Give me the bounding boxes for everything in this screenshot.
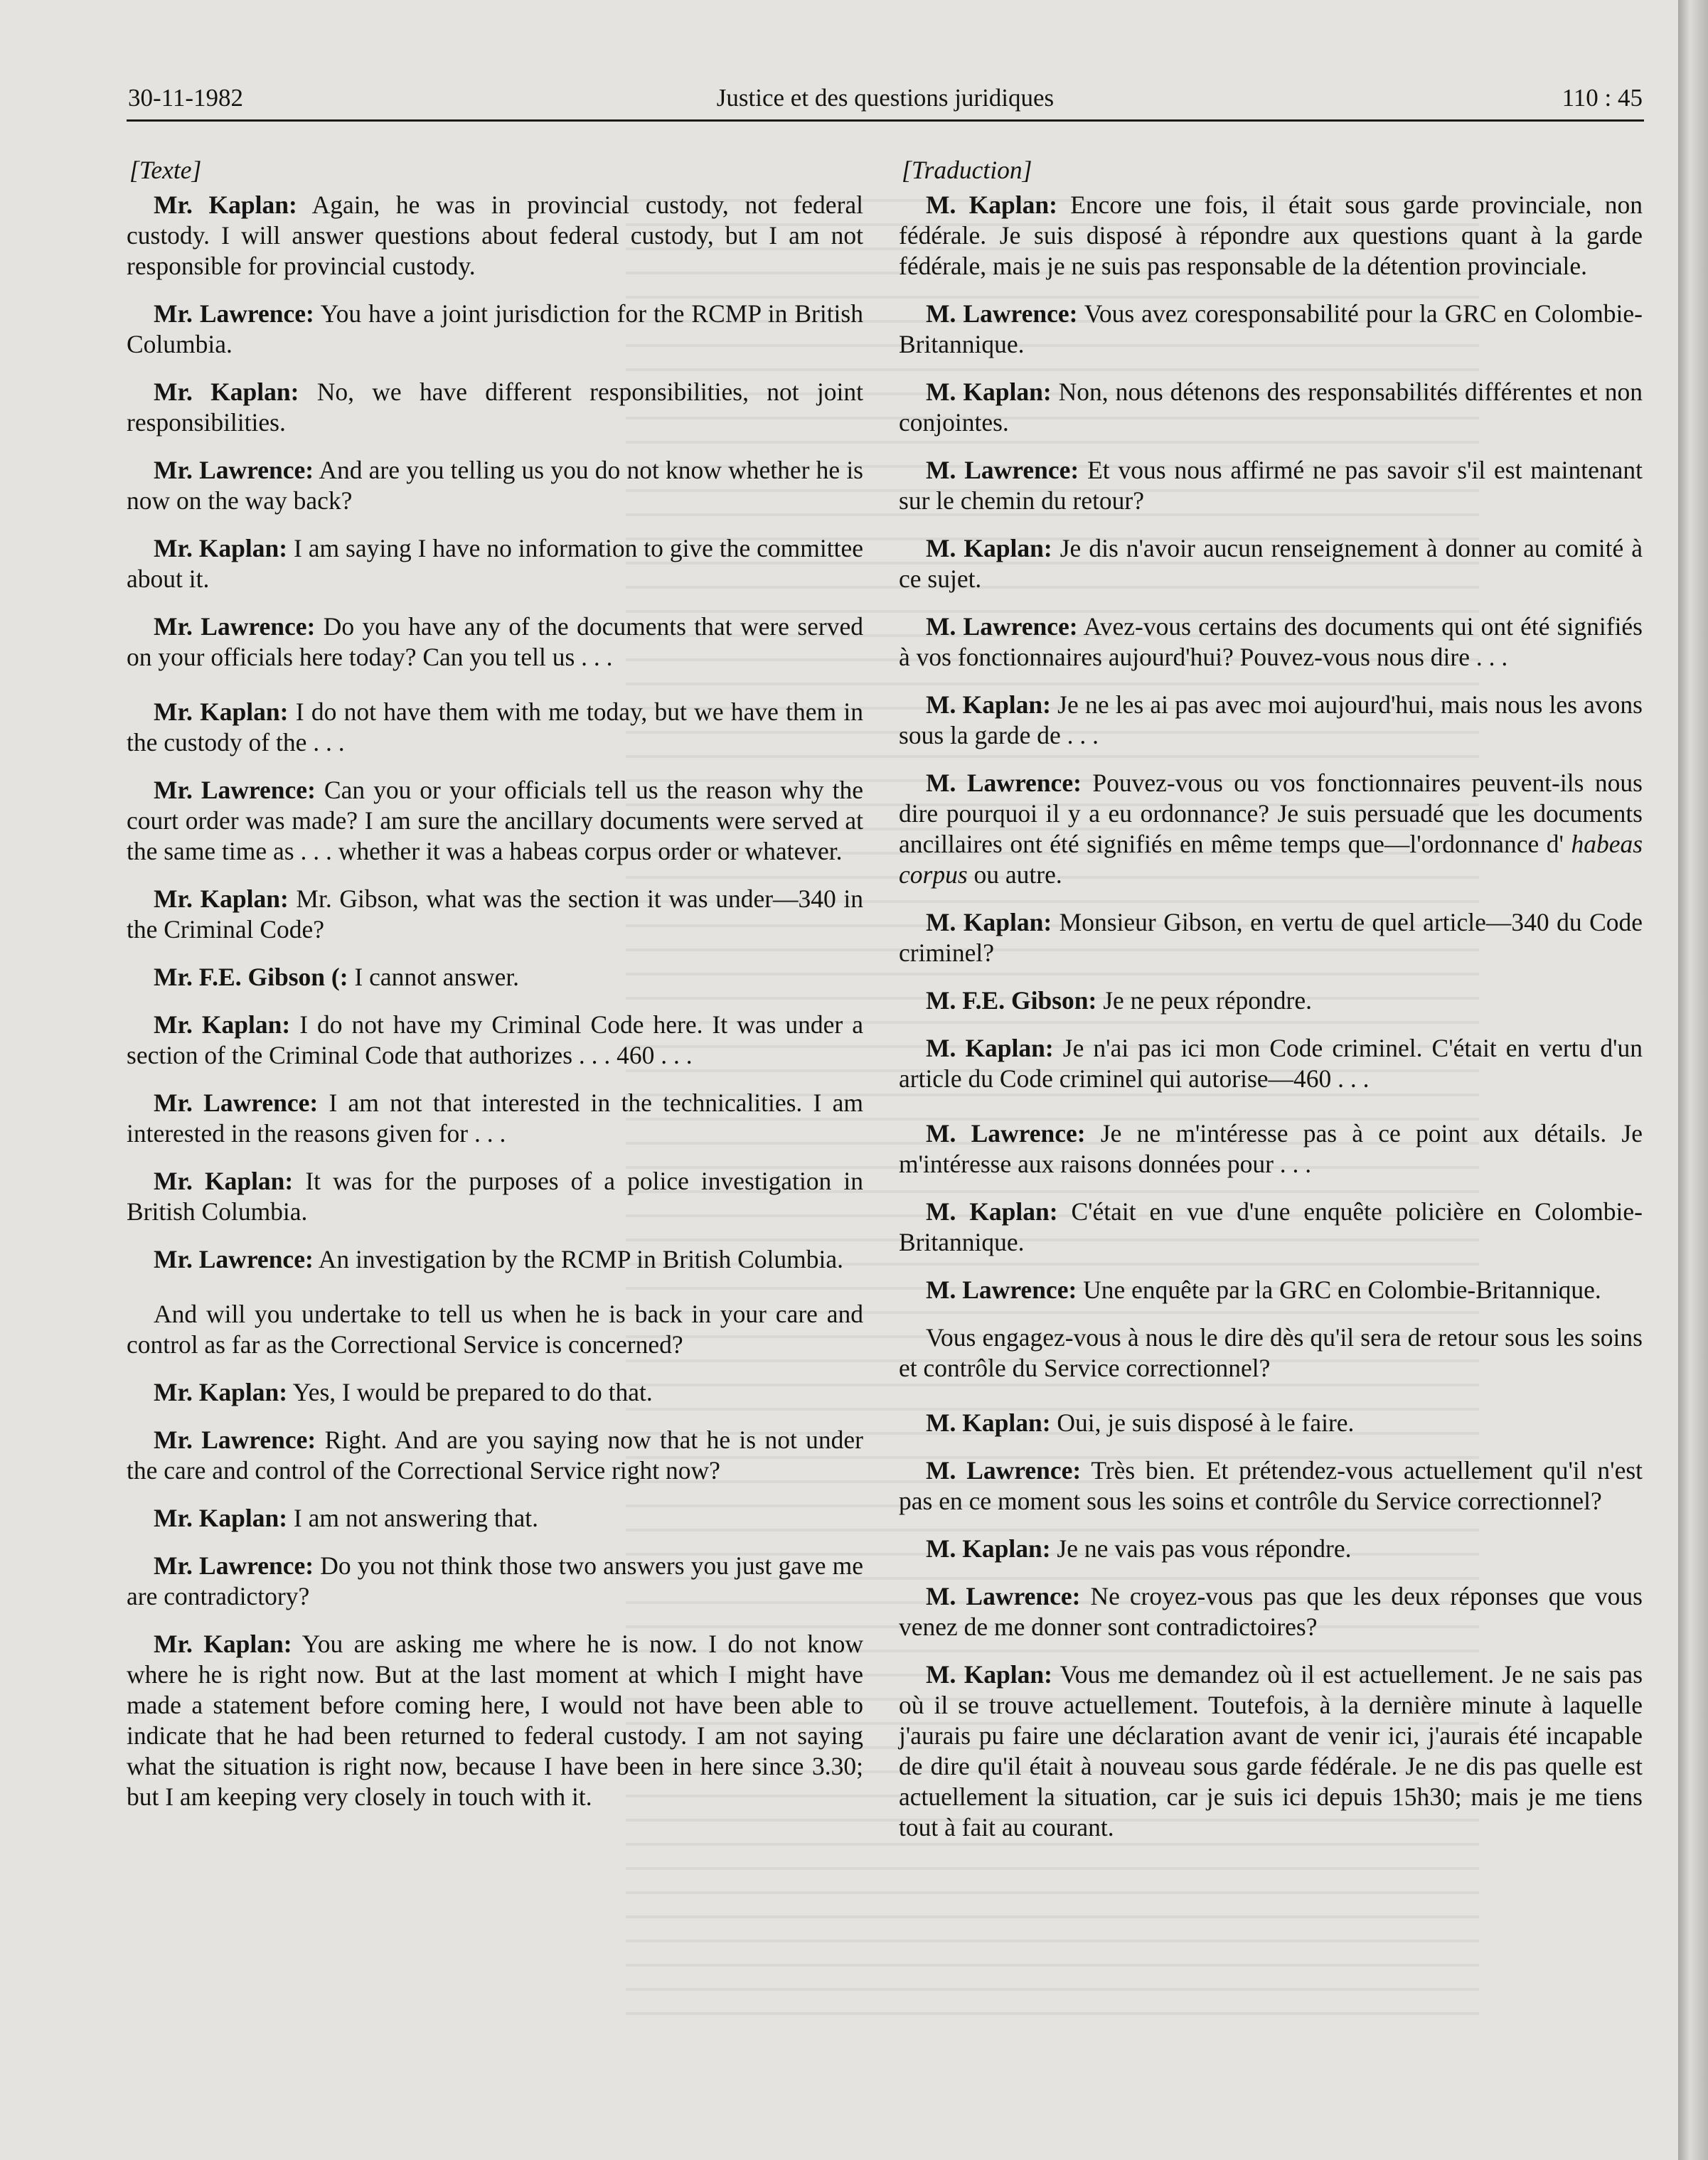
speaker-name: Mr. Lawrence: bbox=[154, 456, 314, 484]
speech-text: Again, he was in provincial custody, not federal custody. I will answer questions about federal custody, but I am not responsible for provincial custody. bbox=[127, 191, 864, 280]
transcript-paragraph bbox=[127, 1425, 863, 1486]
transcript-paragraph bbox=[899, 907, 1643, 968]
speaker-name: M. Lawrence: bbox=[926, 1276, 1077, 1304]
transcript-paragraph bbox=[127, 299, 863, 360]
transcript-paragraph bbox=[899, 1581, 1643, 1642]
transcript-paragraph bbox=[127, 1166, 863, 1227]
speech-text: Une enquête par la GRC en Colombie-Britannique. bbox=[1083, 1276, 1601, 1304]
speech-text: An investigation by the RCMP in British Columbia. bbox=[318, 1245, 843, 1273]
speech-text: I am not answering that. bbox=[293, 1504, 538, 1532]
speaker-name: M. Lawrence: bbox=[926, 1582, 1081, 1610]
speaker-name: M. Kaplan: bbox=[926, 1660, 1052, 1689]
speaker-name: M. Kaplan: bbox=[926, 1408, 1051, 1437]
speech-text: I am not that interested in the technicalities. I am interested in the reasons given for . . . bbox=[127, 1089, 864, 1148]
transcript-paragraph bbox=[899, 690, 1643, 751]
header-page-number: 110 : 45 bbox=[1562, 84, 1643, 112]
speaker-name: Mr. Lawrence: bbox=[154, 1089, 319, 1117]
speech-text-tail: ou autre. bbox=[967, 860, 1062, 889]
transcript-paragraph bbox=[127, 1377, 863, 1408]
speech-text: I do not have my Criminal Code here. It was under a section of the Criminal Code that authorizes . . . 460 . . . bbox=[127, 1010, 863, 1069]
speaker-name: M. Lawrence: bbox=[926, 456, 1079, 484]
speech-text: Très bien. Et prétendez-vous actuellement qu'il n'est pas en ce moment sous les soins et contrôle du Service correctionnel? bbox=[899, 1456, 1643, 1515]
transcript-paragraph bbox=[127, 1010, 863, 1071]
entry-list bbox=[899, 190, 1643, 1843]
transcript-paragraph bbox=[127, 377, 863, 438]
speech-text: Vous me demandez où il est actuellement. Je ne sais pas où il se trouve actuellement. Toutefois, à la dernière minute à laquelle j'aurais pu faire une déclaration avant de venir ici, j'aurais été incapable de dire qu'il était à nouveau sous garde fédérale. Je ne dis pas quelle est actuellement la situation, car je suis ici depuis 15h30; mais je me tiens tout à fait au courant. bbox=[899, 1660, 1643, 1841]
speech-text: Non, nous détenons des responsabilités différentes et non conjointes. bbox=[899, 378, 1643, 437]
speaker-name: M. Kaplan: bbox=[926, 534, 1052, 562]
speaker-name: M. Kaplan: bbox=[926, 908, 1052, 936]
transcript-paragraph bbox=[899, 1408, 1643, 1438]
english-column bbox=[127, 155, 863, 1829]
speaker-name: M. Kaplan: bbox=[926, 1197, 1058, 1226]
speech-text: I am saying I have no information to give the committee about it. bbox=[127, 534, 863, 593]
transcript-paragraph bbox=[127, 1299, 863, 1360]
column-label: [Texte] bbox=[129, 156, 202, 184]
transcript-paragraph bbox=[899, 299, 1643, 360]
speech-text: Vous engagez-vous à nous le dire dès qu'il sera de retour sous les soins et contrôle du Service correctionnel? bbox=[899, 1323, 1643, 1382]
column-label: [Traduction] bbox=[902, 156, 1032, 184]
transcript-paragraph bbox=[127, 1244, 863, 1275]
speech-text: Je ne vais pas vous répondre. bbox=[1057, 1534, 1352, 1563]
transcript-paragraph bbox=[127, 1629, 863, 1812]
speaker-name: Mr. Lawrence: bbox=[154, 1551, 314, 1580]
speech-text: You are asking me where he is now. I do not know where he is right now. But at the last moment at which I might have made a statement before coming here, I would not have been able to indicate that he had been returned to federal custody. I am not saying what the situation is right now, because I have been in here since 3.30; but I am keeping very closely in touch with it. bbox=[127, 1630, 863, 1811]
speaker-name: Mr. Kaplan: bbox=[154, 1167, 294, 1195]
speaker-name: M. Lawrence: bbox=[926, 612, 1078, 641]
speaker-name: M. Kaplan: bbox=[926, 690, 1051, 719]
speaker-name: Mr. Kaplan: bbox=[154, 1630, 292, 1658]
transcript-paragraph bbox=[127, 775, 863, 867]
transcript-paragraph bbox=[127, 962, 863, 993]
speaker-name: Mr. Lawrence: bbox=[154, 776, 316, 804]
binding-gutter bbox=[1678, 0, 1708, 2160]
speech-text: And are you telling us you do not know whether he is now on the way back? bbox=[127, 456, 864, 515]
transcript-paragraph bbox=[899, 455, 1643, 516]
speech-text: Yes, I would be prepared to do that. bbox=[292, 1378, 653, 1406]
speech-text: Can you or your officials tell us the reason why the court order was made? I am sure the ancillary documents were served at the same time as . . . whether it was a habeas corpus order or whatever. bbox=[127, 776, 863, 865]
speech-text: Je ne peux répondre. bbox=[1103, 986, 1312, 1015]
speech-text: Ne croyez-vous pas que les deux réponses que vous venez de me donner sont contradictoires? bbox=[899, 1582, 1643, 1641]
speech-text: Je n'ai pas ici mon Code criminel. C'était en vertu d'un article du Code criminel qui autorise—460 . . . bbox=[899, 1034, 1643, 1093]
speaker-name: Mr. Lawrence: bbox=[154, 612, 316, 641]
transcript-paragraph bbox=[899, 1455, 1643, 1517]
speaker-name: M. Lawrence: bbox=[926, 1119, 1086, 1148]
speech-text: C'était en vue d'une enquête policière en Colombie-Britannique. bbox=[899, 1197, 1643, 1256]
transcript-paragraph bbox=[899, 377, 1643, 438]
speech-text: I do not have them with me today, but we have them in the custody of the . . . bbox=[127, 697, 864, 756]
transcript-paragraph bbox=[899, 533, 1643, 594]
speaker-name: M. Kaplan: bbox=[926, 1534, 1051, 1563]
speaker-name: Mr. Lawrence: bbox=[154, 1426, 316, 1454]
speaker-name: Mr. Lawrence: bbox=[154, 299, 314, 328]
speech-text: Do you not think those two answers you just gave me are contradictory? bbox=[127, 1551, 864, 1610]
transcript-paragraph bbox=[127, 611, 863, 673]
speech-text: Mr. Gibson, what was the section it was under—340 in the Criminal Code? bbox=[127, 884, 864, 943]
transcript-paragraph bbox=[899, 1534, 1643, 1564]
speaker-name: M. Lawrence: bbox=[926, 1456, 1082, 1485]
french-column bbox=[899, 155, 1643, 1860]
header-rule bbox=[127, 119, 1644, 122]
speaker-name: Mr. Kaplan: bbox=[154, 697, 289, 726]
speech-text: Je ne m'intéresse pas à ce point aux détails. Je m'intéresse aux raisons données pour . . . bbox=[899, 1119, 1643, 1178]
speaker-name: M. Kaplan: bbox=[926, 378, 1052, 406]
transcript-paragraph bbox=[899, 1197, 1643, 1258]
speaker-name: M. Lawrence: bbox=[926, 299, 1078, 328]
running-header bbox=[128, 84, 1643, 124]
speech-text: Monsieur Gibson, en vertu de quel article—340 du Code criminel? bbox=[899, 908, 1643, 967]
speech-text: It was for the purposes of a police investigation in British Columbia. bbox=[127, 1167, 863, 1226]
speech-text: You have a joint jurisdiction for the RCMP in British Columbia. bbox=[127, 299, 863, 358]
speaker-name: Mr. Kaplan: bbox=[154, 884, 289, 913]
speech-text: And will you undertake to tell us when he is back in your care and control as far as the Correctional Service is concerned? bbox=[127, 1300, 863, 1359]
speech-text: Do you have any of the documents that were served on your officials here today? Can you tell us . . . bbox=[127, 612, 863, 671]
speaker-name: Mr. Kaplan: bbox=[154, 1378, 288, 1406]
speech-text: Je ne les ai pas avec moi aujourd'hui, mais nous les avons sous la garde de . . . bbox=[899, 690, 1643, 749]
speech-text: Oui, je suis disposé à le faire. bbox=[1057, 1408, 1355, 1437]
transcript-paragraph bbox=[899, 985, 1643, 1016]
header-date: 30-11-1982 bbox=[128, 84, 244, 112]
speaker-name: Mr. F.E. Gibson (: bbox=[154, 963, 348, 991]
transcript-paragraph bbox=[899, 190, 1643, 282]
transcript-paragraph bbox=[899, 1118, 1643, 1180]
entry-list bbox=[127, 190, 863, 1812]
transcript-paragraph bbox=[127, 884, 863, 945]
speaker-name: Mr. Kaplan: bbox=[154, 191, 297, 219]
transcript-paragraph bbox=[899, 768, 1643, 890]
speaker-name: M. Lawrence: bbox=[926, 769, 1082, 797]
speaker-name: M. Kaplan: bbox=[926, 191, 1057, 219]
transcript-paragraph bbox=[899, 1275, 1643, 1305]
header-title: Justice et des questions juridiques bbox=[716, 84, 1055, 112]
transcript-paragraph bbox=[899, 611, 1643, 673]
transcript-paragraph bbox=[127, 1503, 863, 1534]
transcript-paragraph bbox=[899, 1659, 1643, 1843]
speaker-name: Mr. Kaplan: bbox=[154, 378, 299, 406]
speech-text: Et vous nous affirmé ne pas savoir s'il est maintenant sur le chemin du retour? bbox=[899, 456, 1643, 515]
speech-text: I cannot answer. bbox=[354, 963, 520, 991]
transcript-paragraph bbox=[899, 1033, 1643, 1094]
speech-text: Vous avez coresponsabilité pour la GRC en Colombie-Britannique. bbox=[899, 299, 1643, 358]
speech-text: Avez-vous certains des documents qui ont été signifiés à vos fonctionnaires aujourd'hui? Pouvez-vous nous dire . . . bbox=[899, 612, 1643, 671]
transcript-paragraph bbox=[127, 1551, 863, 1612]
transcript-paragraph bbox=[127, 697, 863, 758]
transcript-paragraph bbox=[127, 190, 863, 282]
speaker-name: M. Kaplan: bbox=[926, 1034, 1054, 1062]
italic-term: habeas corpus bbox=[899, 830, 1643, 889]
speaker-name: Mr. Kaplan: bbox=[154, 534, 288, 562]
speech-text: Right. And are you saying now that he is not under the care and control of the Correctional Service right now? bbox=[127, 1426, 863, 1485]
transcript-paragraph bbox=[127, 1088, 863, 1149]
speech-text: No, we have different responsibilities, not joint responsibilities. bbox=[127, 378, 863, 437]
speech-text: Pouvez-vous ou vos fonctionnaires peuvent-ils nous dire pourquoi il y a eu ordonnance? Je suis persuadé que les documents ancillaires ont été signifiés en même temps que—l'ordonnance d' bbox=[899, 769, 1643, 858]
speech-text: Encore une fois, il était sous garde provinciale, non fédérale. Je suis disposé à répondre aux questions quant à la garde fédérale, mais je ne suis pas responsable de la détention provinciale. bbox=[899, 191, 1643, 280]
transcript-paragraph bbox=[127, 455, 863, 516]
transcript-paragraph bbox=[127, 533, 863, 594]
speech-text: Je dis n'avoir aucun renseignement à donner au comité à ce sujet. bbox=[899, 534, 1643, 593]
speaker-name: Mr. Kaplan: bbox=[154, 1010, 291, 1039]
speaker-name: Mr. Lawrence: bbox=[154, 1245, 314, 1273]
speaker-name: M. F.E. Gibson: bbox=[926, 986, 1097, 1015]
speaker-name: Mr. Kaplan: bbox=[154, 1504, 288, 1532]
transcript-paragraph bbox=[899, 1322, 1643, 1384]
